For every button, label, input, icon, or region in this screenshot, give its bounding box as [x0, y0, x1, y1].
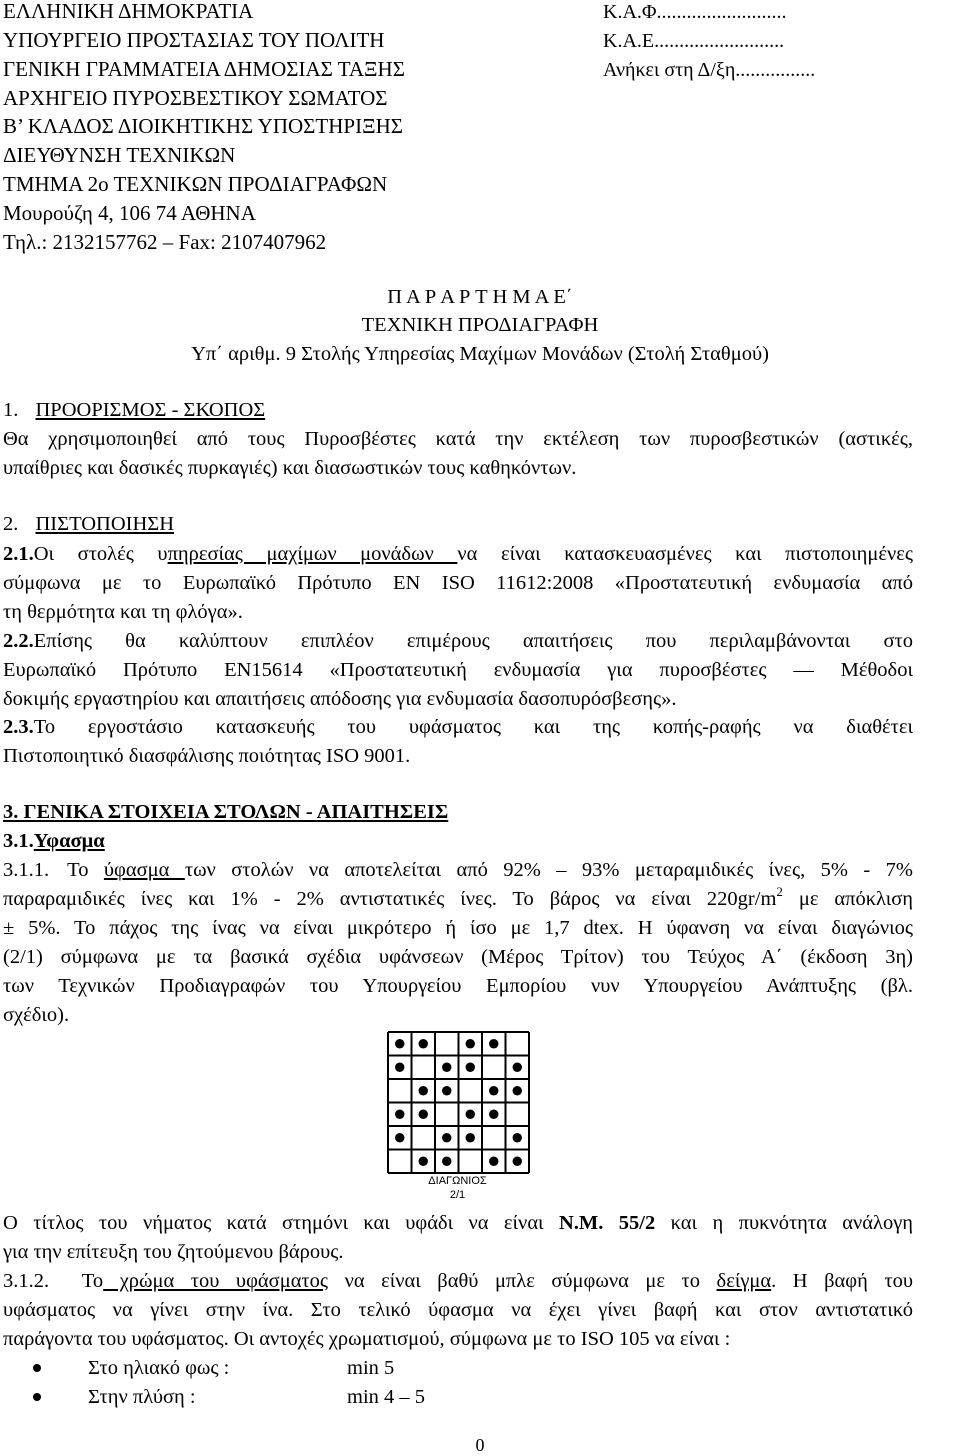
text-run: και η πυκνότητα ανάλογη	[655, 1212, 913, 1234]
weave-dot	[442, 1133, 451, 1142]
authority-line: ΓΕΝΙΚΗ ΓΡΑΜΜΑΤΕΙΑ ΔΗΜΟΣΙΑΣ ΤΑΞΗΣ	[3, 57, 405, 81]
spec-title: ΤΕΧΝΙΚΗ ΠΡΟΔΙΑΓΡΑΦΗ	[361, 314, 599, 336]
weave-dot	[395, 1110, 404, 1119]
weave-dot	[466, 1133, 475, 1142]
disposal-note: Ανήκει στη Δ/ξη................	[603, 59, 816, 81]
paragraph-line: σχέδιο).	[3, 1004, 70, 1026]
weave-dot	[513, 1086, 522, 1095]
paragraph-3-1-2-first-line	[3, 1271, 913, 1292]
paragraph-line: ± 5%. Το πάχος της ίνας να είναι μικρότερο ή ίσο με 1,7 dtex. Η ύφανση να είναι διαγώνιος	[3, 917, 913, 939]
paragraph-line: τη θερμότητα και τη φλόγα».	[3, 601, 243, 623]
paragraph-line	[3, 884, 914, 910]
bullet-icon	[33, 1393, 41, 1401]
weave-dot	[395, 1063, 404, 1072]
text-run: των στολών να αποτελείται από 92% – 93% μεταραμιδικές ίνες, 5% - 7%	[184, 859, 913, 881]
annex-title: Π Α Ρ Α Ρ Τ Η Μ Α Ε΄	[387, 286, 573, 308]
subsection-title: Υφασμα	[33, 830, 105, 852]
page-number: 0	[475, 1435, 485, 1455]
paragraph-number: 3.1.2.	[3, 1270, 50, 1292]
weave-dot	[513, 1133, 522, 1142]
weave-ratio: 2/1	[449, 1189, 466, 1201]
weave-dot	[489, 1110, 498, 1119]
weave-dot	[442, 1086, 451, 1095]
fastness-value: min 4 – 5	[347, 1386, 426, 1408]
section-number: 1.	[3, 399, 19, 421]
weave-dot	[466, 1039, 475, 1048]
weave-dot	[513, 1063, 522, 1072]
paragraph-number: 2.3.	[3, 716, 34, 738]
fastness-label: Στο ηλιακό φως :	[88, 1357, 230, 1379]
text-run: . Η βαφή του	[771, 1270, 913, 1292]
paragraph-2-1-first-line	[3, 544, 913, 565]
paragraph-number: 3.1.1.	[3, 859, 50, 881]
weave-dot	[419, 1086, 428, 1095]
authority-line: ΥΠΟΥΡΓΕΙΟ ΠΡΟΣΤΑΣΙΑΣ ΤΟΥ ΠΟΛΙΤΗ	[3, 28, 385, 52]
section-number: 2.	[3, 513, 19, 535]
authority-line: ΔΙΕΥΘΥΝΣΗ ΤΕΧΝΙΚΩΝ	[3, 143, 236, 167]
text-run: με απόκλιση	[782, 888, 914, 910]
underlined-run: χρώμα του υφάσματος	[103, 1270, 329, 1292]
authority-line: Τηλ.: 2132157762 – Fax: 2107407962	[3, 230, 327, 254]
text-run: να είναι βαθύ μπλε σύμφωνα με το	[328, 1270, 717, 1292]
paragraph-line: υφάσματος να γίνει στην ίνα. Στο τελικό ύφασμα να έχει γίνει βαφή και στον αντιστατικό	[3, 1299, 913, 1321]
section-3-heading: 3. ΓΕΝΙΚΑ ΣΤΟΙΧΕΙΑ ΣΤΟΛΩΝ - ΑΠΑΙΤΗΣΕΙΣ	[3, 801, 449, 823]
paragraph-number: 2.2.	[3, 630, 34, 652]
weave-dot	[513, 1157, 522, 1166]
paragraph-line: παράγοντα του υφάσματος. Οι αντοχές χρωματισμού, σύμφωνα με το ISO 105 να είναι :	[3, 1328, 731, 1350]
weave-dot	[489, 1086, 498, 1095]
weave-dot	[466, 1063, 475, 1072]
section-title: ΠΡΟΟΡΙΣΜΟΣ - ΣΚΟΠΟΣ	[35, 399, 266, 421]
text-run: να είναι κατασκευασμένες και πιστοποιημένες	[457, 543, 913, 565]
paragraph-line: υπαίθριες και δασικές πυρκαγιές) και διασωστικών τους καθηκόντων.	[3, 457, 577, 479]
section-title: ΠΙΣΤΟΠΟΙΗΣΗ	[35, 513, 174, 535]
kaf-code: Κ.Α.Φ..........................	[603, 1, 787, 23]
paragraph-2-3-first-line	[3, 717, 913, 738]
paragraph-2-2-first-line	[3, 631, 913, 652]
paragraph-line: δοκιμής εργαστηρίου και απαιτήσεις απόδοσης για ενδυμασία δασοπυρόσβεσης».	[3, 688, 677, 710]
underlined-run: δείγμα	[716, 1270, 772, 1292]
subsection-number: 3.1.	[3, 830, 34, 852]
authority-line: ΑΡΧΗΓΕΙΟ ΠΥΡΟΣΒΕΣΤΙΚΟΥ ΣΩΜΑΤΟΣ	[3, 86, 388, 110]
bullet-icon	[33, 1364, 41, 1372]
yarn-count-value: Ν.Μ. 55/2	[558, 1212, 656, 1234]
weave-dot	[442, 1063, 451, 1072]
text-run: Το	[49, 1270, 104, 1292]
authority-line: Μουρούζη 4, 106 74 ΑΘΗΝΑ	[3, 201, 256, 225]
spec-subtitle: Υπ΄ αριθμ. 9 Στολής Υπηρεσίας Μαχίμων Μονάδων (Στολή Σταθμού)	[191, 343, 769, 365]
text-run: Το	[67, 859, 104, 881]
subsection-3-1-heading	[3, 831, 105, 852]
paragraph-number: 2.1.	[3, 543, 34, 565]
kae-code: Κ.Α.Ε..........................	[603, 30, 785, 52]
superscript: 2	[776, 884, 783, 899]
paragraph-line: (2/1) σύμφωνα με τα βασικά σχέδια υφάνσεων (Μέρος Τρίτον) του Τεύχος Α΄ (έκδοση 3η)	[3, 946, 913, 968]
weave-label: ΔΙΑΓΩΝΙΟΣ	[428, 1175, 487, 1187]
text-run: Επίσης θα καλύπτουν επιπλέον επιμέρους απαιτήσεις που περιλαμβάνονται στο	[33, 630, 913, 652]
authority-line: ΤΜΗΜΑ 2ο ΤΕΧΝΙΚΩΝ ΠΡΟΔΙΑΓΡΑΦΩΝ	[3, 172, 388, 196]
paragraph-line: των Τεχνικών Προδιαγραφών του Υπουργείου Εμπορίου νυν Υπουργείου Ανάπτυξης (βλ.	[3, 975, 913, 997]
weave-dot	[466, 1110, 475, 1119]
paragraph-line: Πιστοποιητικό διασφάλισης ποιότητας ISO 9001.	[3, 745, 411, 767]
weave-dot	[419, 1039, 428, 1048]
paragraph-line: για την επίτευξη του ζητούμενου βάρους.	[3, 1241, 344, 1263]
weave-dot	[395, 1039, 404, 1048]
text-run: παραραμιδικές ίνες και 1% - 2% αντιστατικές ίνες. Το βάρος να είναι 220gr/m	[3, 888, 777, 910]
paragraph-line: Ευρωπαϊκό Πρότυπο ΕΝ15614 «Προστατευτική ενδυμασία για πυροσβέστες — Μέθοδοι	[3, 659, 913, 681]
section-2-heading	[3, 514, 174, 535]
fastness-label: Στην πλύση :	[88, 1386, 196, 1408]
weave-dot	[489, 1039, 498, 1048]
text-run: Οι στολές υ	[33, 543, 168, 565]
weave-dot	[489, 1157, 498, 1166]
fastness-value: min 5	[347, 1357, 395, 1379]
weave-dot	[442, 1157, 451, 1166]
weave-dot	[419, 1157, 428, 1166]
paragraph-line: σύμφωνα με το Ευρωπαϊκό Πρότυπο ΕΝ ISO 11612:2008 «Προστατευτική ενδυμασία από	[3, 572, 913, 594]
weave-dot	[419, 1110, 428, 1119]
twill-weave-diagram	[387, 1031, 530, 1174]
authority-line: ΕΛΛΗΝΙΚΗ ΔΗΜΟΚΡΑΤΙΑ	[3, 0, 254, 23]
paragraph-line: Θα χρησιμοποιηθεί από τους Πυροσβέστες κατά την εκτέλεση των πυροσβεστικών (αστικές,	[3, 428, 913, 450]
yarn-count-line	[3, 1213, 913, 1234]
text-run: Ο τίτλος του νήματος κατά στημόνι και υφάδι να είναι	[3, 1212, 559, 1234]
text-run: Το εργοστάσιο κατασκευής του υφάσματος και της κοπής-ραφής να διαθέτει	[33, 716, 913, 738]
section-1-heading	[3, 400, 265, 421]
underlined-run: πηρεσίας μαχίμων μονάδων	[167, 543, 458, 565]
weave-dot	[395, 1133, 404, 1142]
paragraph-3-1-1-first-line	[3, 860, 913, 881]
authority-line: Β’ ΚΛΑΔΟΣ ΔΙΟΙΚΗΤΙΚΗΣ ΥΠΟΣΤΗΡΙΞΗΣ	[3, 114, 403, 138]
underlined-run: ύφασμα	[103, 859, 185, 881]
